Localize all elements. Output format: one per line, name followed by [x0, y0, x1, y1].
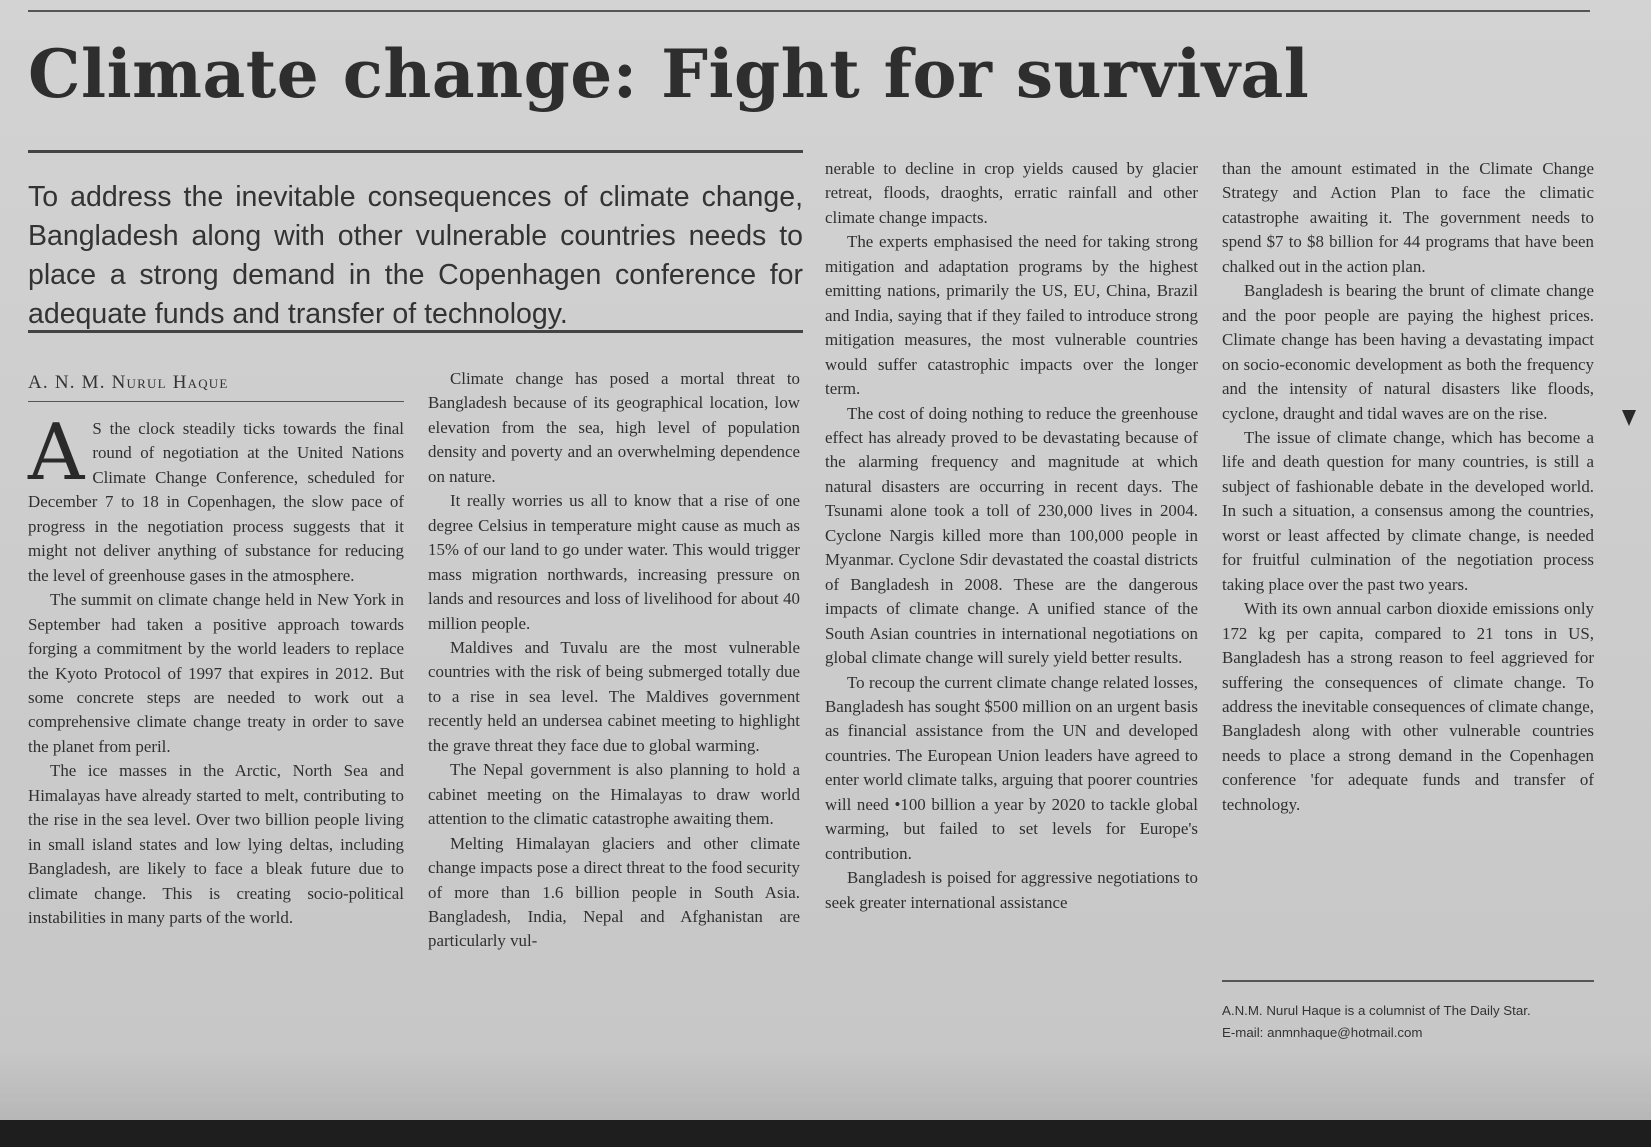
author-note-rule [1222, 980, 1594, 982]
paragraph: The ice masses in the Arctic, North Sea and Himalayas have already started to melt, contributing to the rise in the sea level. Over two billion people living in small island states and low lying deltas, including Bangladesh, are likely to face a bleak future due to climate change. This is creating socio-political instabilities in many parts of the world. [28, 761, 404, 928]
paragraph: To recoup the current climate change related losses, Bangladesh has sought $500 million on an urgent basis as financial assistance from the UN and developed countries. The European Union leaders have agreed to enter world climate talks, arguing that poorer countries will need •100 billion a year by 2020 to tackle global warming, but failed to set levels for Europe's contribution. [825, 672, 1198, 863]
drop-cap: A [28, 408, 85, 498]
paragraph: Climate change has posed a mortal threat to Bangladesh because of its geographical location, low elevation from the sea, high level of population density and poverty and an overwhelming dependence on nature. [428, 369, 800, 486]
author-email: E-mail: anmnhaque@hotmail.com [1222, 1025, 1423, 1040]
paragraph: nerable to decline in crop yields caused by glacier retreat, floods, draoghts, erratic rainfall and other climate change impacts. [825, 159, 1198, 227]
headline: Climate change: Fight for survival [28, 35, 1310, 113]
paragraph: The issue of climate change, which has become a life and death question for many countries, is still a subject of fashionable debate in the developed world. In such a situation, a consensus among the countries, worst or least affected by climate change, is needed for fruitful culmination of the negotiation process taking place over the past two years. [1222, 427, 1594, 594]
paragraph: The Nepal government is also planning to hold a cabinet meeting on the Himalayas to draw world attention to the climatic catastrophe awaiting them. [428, 760, 800, 829]
pin-mark-icon [1622, 410, 1636, 426]
bottom-edge-shadow [0, 1120, 1651, 1147]
byline-rule [28, 401, 404, 402]
author-note [1222, 1000, 1594, 1044]
paragraph: Bangladesh is bearing the brunt of climate change and the poor people are paying the highest prices. Climate change has been having a devastating impact on socio-economic development as both the frequency and the intensity of natural disasters like floods, cyclone, draught and tidal waves are on the rise. [1222, 281, 1594, 423]
paragraph: Melting Himalayan glaciers and other climate change impacts pose a direct threat to the food security of more than 1.6 billion people in South Asia. Bangladesh, India, Nepal and Afghanistan are particularly vul- [428, 833, 800, 951]
paragraph: The experts emphasised the need for taking strong mitigation and adaptation programs by the highest emitting nations, primarily the US, EU, China, Brazil and India, saying that if they failed to introduce strong mitigation measures, the most vulnerable countries would suffer catastrophic impacts over the longer term. [825, 232, 1198, 399]
paragraph: The cost of doing nothing to reduce the greenhouse effect has already proved to be devastating because of the alarming frequency and magnitude at which natural disasters are occurring in recent days. The Tsunami alone took a toll of 230,000 lives in 2004. Cyclone Nargis killed more than 100,000 people in Myanmar. Cyclone Sdir devastated the coastal districts of Bangladesh in 2008. These are the dangerous impacts of climate change. A unified stance of the South Asian countries in international negotiations on global climate change will surely yield better results. [825, 403, 1198, 668]
deck-summary: To address the inevitable consequences of climate change, Bangladesh along with other vulnerable countries needs to place a strong demand in the Copenhagen conference for adequate funds and transfer of technology. [28, 181, 803, 330]
deck-bottom-rule [28, 330, 803, 333]
article-column-1 [28, 408, 404, 931]
paragraph: A S the clock steadily ticks towards the final round of negotiation at the United Nations Climate Change Conference, scheduled for December 7 to 18 in Copenhagen, the slow pace of progress in the negotiation process suggests that it might not deliver anything of substance for reducing the level of greenhouse gases in the atmosphere. [28, 408, 404, 585]
paragraph: It really worries us all to know that a rise of one degree Celsius in temperature might cause as much as 15% of our land to go under water. This would trigger mass migration northwards, increasing pressure on lands and resources and loss of livelihood for about 40 million people. [428, 491, 800, 633]
author-bio: A.N.M. Nurul Haque is a columnist of The Daily Star. [1222, 1003, 1531, 1018]
page-fold-shade [0, 1050, 1651, 1120]
top-rule [28, 10, 1590, 12]
paragraph: than the amount estimated in the Climate Change Strategy and Action Plan to face the climatic catastrophe awaiting it. The government needs to spend $7 to $8 billion for 44 programs that have been chalked out in the action plan. [1222, 159, 1594, 276]
article-column-2 [428, 367, 800, 954]
paragraph: Maldives and Tuvalu are the most vulnerable countries with the risk of being submerged totally due to a rise in sea level. The Maldives government recently held an undersea cabinet meeting to highlight the grave threat they face due to global warming. [428, 637, 800, 755]
article-column-3 [825, 157, 1198, 915]
article-column-4 [1222, 157, 1594, 817]
deck-top-rule [28, 150, 803, 153]
paragraph: Bangladesh is poised for aggressive negotiations to seek greater international assistance [825, 868, 1198, 912]
paragraph: With its own annual carbon dioxide emissions only 172 kg per capita, compared to 21 tons in US, Bangladesh has a strong reason to feel aggrieved for suffering the consequences of climate change. To address the inevitable consequences of climate change, Bangladesh along with other vulnerable countries needs to place a strong demand in the Copenhagen conference 'for adequate funds and transfer of technology. [1222, 599, 1594, 814]
byline: A. N. M. Nurul Haque [28, 372, 229, 393]
paragraph: The summit on climate change held in New York in September had taken a positive approach towards forging a commitment by the world leaders to replace the Kyoto Protocol of 1997 that expires in 2012. But some concrete steps are needed to work out a comprehensive climate change treaty in order to save the planet from peril. [28, 590, 404, 756]
